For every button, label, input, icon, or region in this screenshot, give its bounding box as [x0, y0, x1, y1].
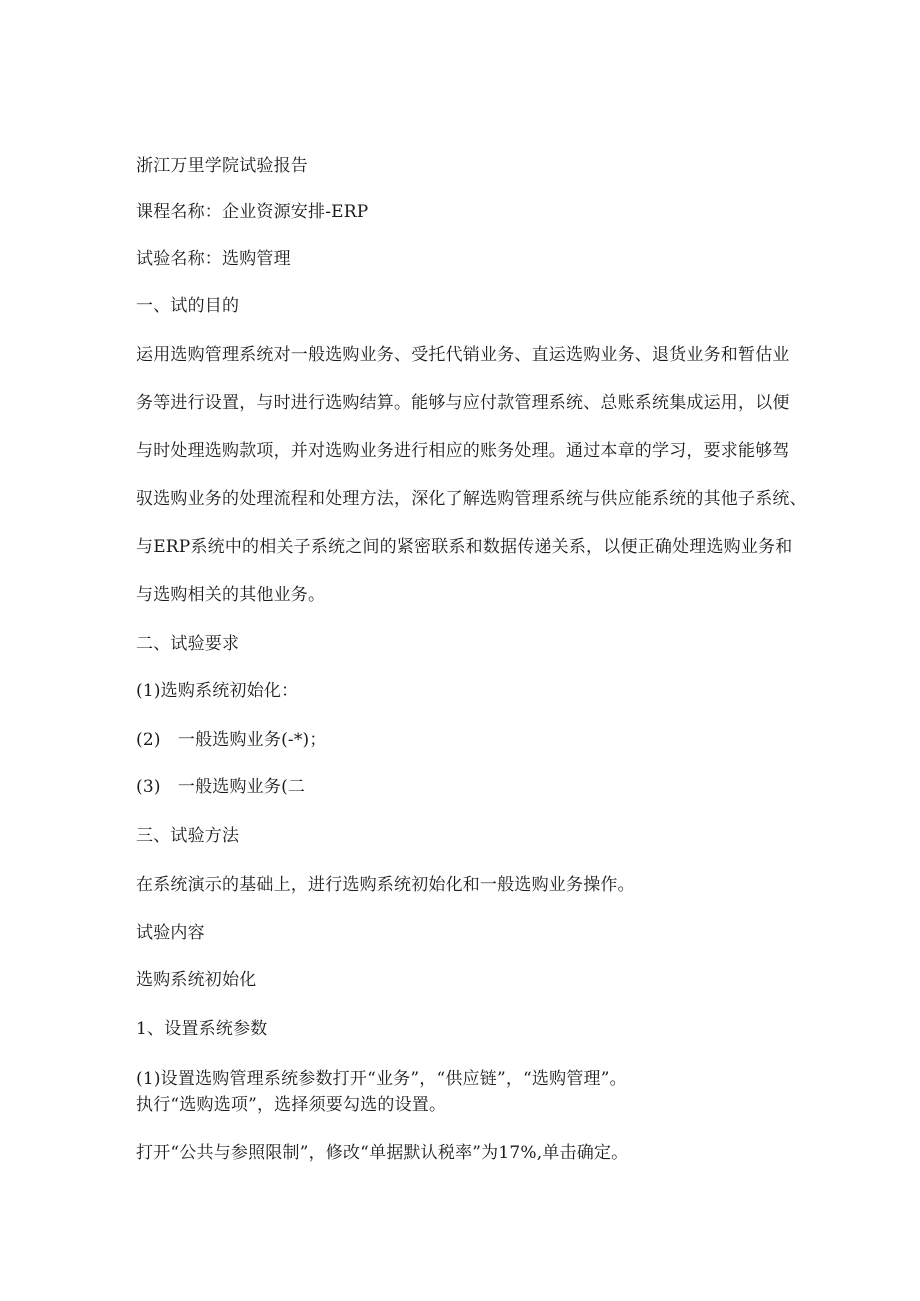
step-1-2-text: 执行“选购选项”，选择须要勾选的设置。: [136, 1095, 447, 1115]
paragraph-line: 与时处理选购款项，并对选购业务进行相应的账务处理。通过本章的学习，要求能够驾: [136, 441, 790, 461]
section-heading-method: 三、试验方法: [136, 826, 240, 846]
sub-heading-init: 选购系统初始化: [136, 970, 257, 990]
paragraph-line: 运用选购管理系统对一般选购业务、受托代销业务、直运选购业务、退货业务和暂估业: [136, 345, 790, 365]
content-heading: 试验内容: [136, 923, 205, 943]
paragraph-line: 与ERP系统中的相关子系统之间的紧密联系和数据传递关系，以便正确处理选购业务和: [136, 537, 793, 557]
section-heading-requirements: 二、试验要求: [136, 634, 240, 654]
step-1-heading: 1、设置系统参数: [136, 1019, 268, 1039]
requirement-item-2: (2) 一般选购业务(-*)；: [136, 730, 327, 750]
paragraph-line: 与选购相关的其他业务。: [136, 585, 326, 605]
document-title: 浙江万里学院试验报告: [136, 156, 308, 176]
requirement-item-1: (1)选购系统初始化：: [136, 681, 299, 701]
step-1-1-text: (1)设置选购管理系统参数打开“业务”，“供应链”，“选购管理”。: [136, 1069, 627, 1089]
course-name: 课程名称：企业资源安排-ERP: [136, 202, 369, 222]
step-1-3-text: 打开“公共与参照限制”，修改“单据默认税率”为17%,单击确定。: [136, 1143, 629, 1163]
paragraph-line: 务等进行设置，与时进行选购结算。能够与应付款管理系统、总账系统集成运用，以便: [136, 393, 790, 413]
method-text: 在系统演示的基础上，进行选购系统初始化和一般选购业务操作。: [136, 875, 635, 895]
experiment-name: 试验名称：选购管理: [136, 249, 291, 269]
requirement-item-3: (3) 一般选购业务(二: [136, 777, 306, 797]
purpose-paragraph: [136, 344, 807, 632]
section-heading-purpose: 一、试的目的: [136, 296, 240, 316]
paragraph-line: 驭选购业务的处理流程和处理方法，深化了解选购管理系统与供应能系统的其他子系统、: [136, 489, 807, 509]
